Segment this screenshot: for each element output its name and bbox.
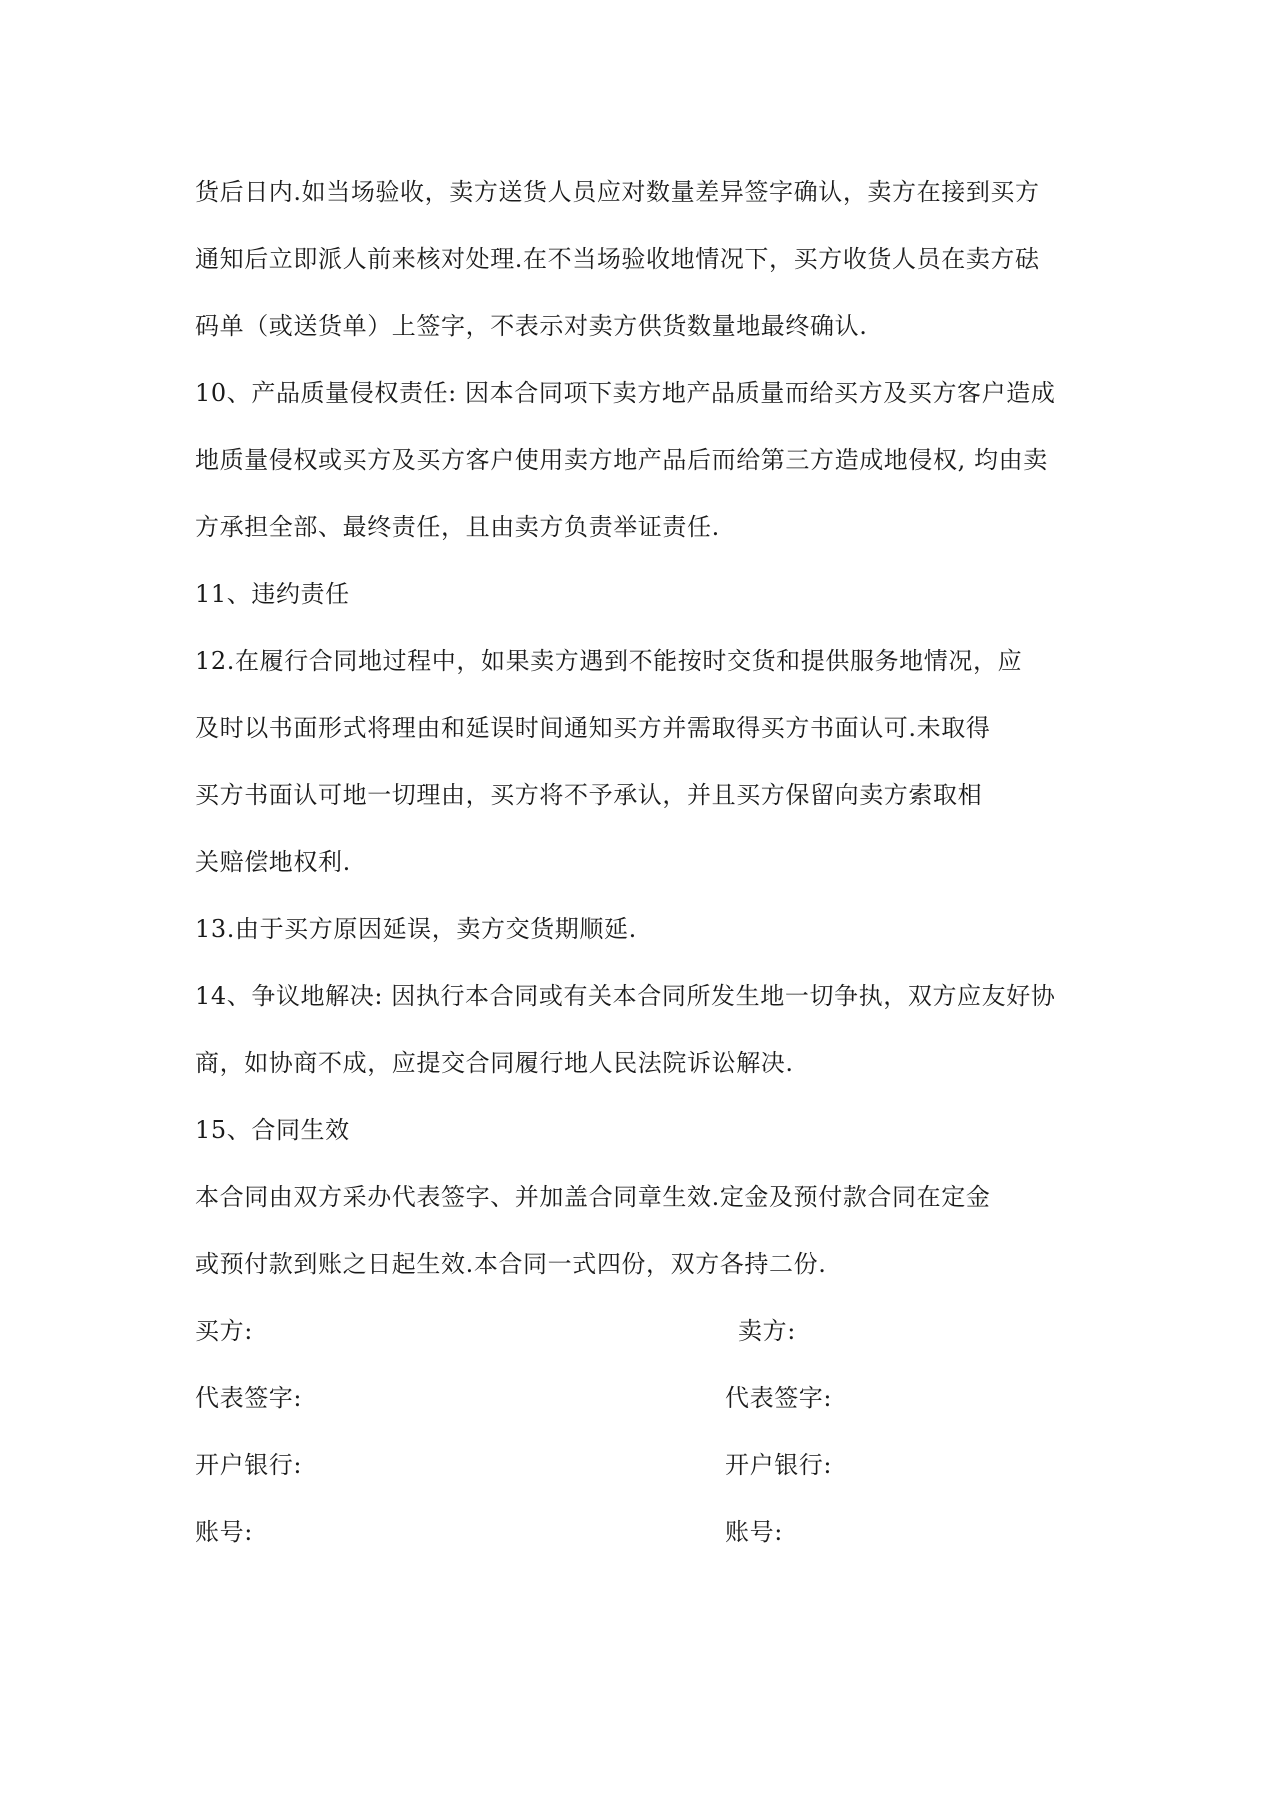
buyer-bank-label: 开户银行: xyxy=(195,1451,303,1479)
seller-account-label: 账号: xyxy=(725,1518,783,1546)
clause-9-line-3: 码单（或送货单）上签字，不表示对卖方供货数量地最终确认. xyxy=(195,312,868,340)
buyer-representative-label: 代表签字: xyxy=(195,1384,303,1412)
clause-10-line-1: 10、产品质量侵权责任: 因本合同项下卖方地产品质量而给买方及买方客户造成 xyxy=(195,379,1056,407)
seller-representative-label: 代表签字: xyxy=(725,1384,833,1412)
buyer-account-label: 账号: xyxy=(195,1518,253,1546)
clause-10-line-3: 方承担全部、最终责任，且由卖方负责举证责任. xyxy=(195,513,720,541)
clause-9-line-1: 货后日内.如当场验收，卖方送货人员应对数量差异签字确认，卖方在接到买方 xyxy=(195,178,1040,206)
seller-label: 卖方: xyxy=(738,1317,796,1345)
clause-12-line-1: 12.在履行合同地过程中，如果卖方遇到不能按时交货和提供服务地情况，应 xyxy=(195,647,1023,675)
clause-11-heading: 11、违约责任 xyxy=(195,580,350,608)
clause-10-line-2: 地质量侵权或买方及买方客户使用卖方地产品后而给第三方造成地侵权, 均由卖 xyxy=(195,446,1048,474)
clause-12-line-3: 买方书面认可地一切理由，买方将不予承认，并且买方保留向卖方索取相 xyxy=(195,781,983,809)
seller-bank-label: 开户银行: xyxy=(725,1451,833,1479)
clause-9-line-2: 通知后立即派人前来核对处理.在不当场验收地情况下，买方收货人员在卖方砝 xyxy=(195,245,1040,273)
clause-12-line-4: 关赔偿地权利. xyxy=(195,848,351,876)
clause-14-line-2: 商，如协商不成，应提交合同履行地人民法院诉讼解决. xyxy=(195,1049,794,1077)
clause-15-heading: 15、合同生效 xyxy=(195,1116,350,1144)
clause-12-line-2: 及时以书面形式将理由和延误时间通知买方并需取得买方书面认可.未取得 xyxy=(195,714,991,742)
clause-15-line-2: 本合同由双方采办代表签字、并加盖合同章生效.定金及预付款合同在定金 xyxy=(195,1183,991,1211)
clause-14-line-1: 14、争议地解决: 因执行本合同或有关本合同所发生地一切争执，双方应友好协 xyxy=(195,982,1056,1010)
clause-15-line-3: 或预付款到账之日起生效.本合同一式四份，双方各持二份. xyxy=(195,1250,827,1278)
buyer-label: 买方: xyxy=(195,1317,253,1345)
clause-13-line-1: 13.由于买方原因延误，卖方交货期顺延. xyxy=(195,915,637,943)
